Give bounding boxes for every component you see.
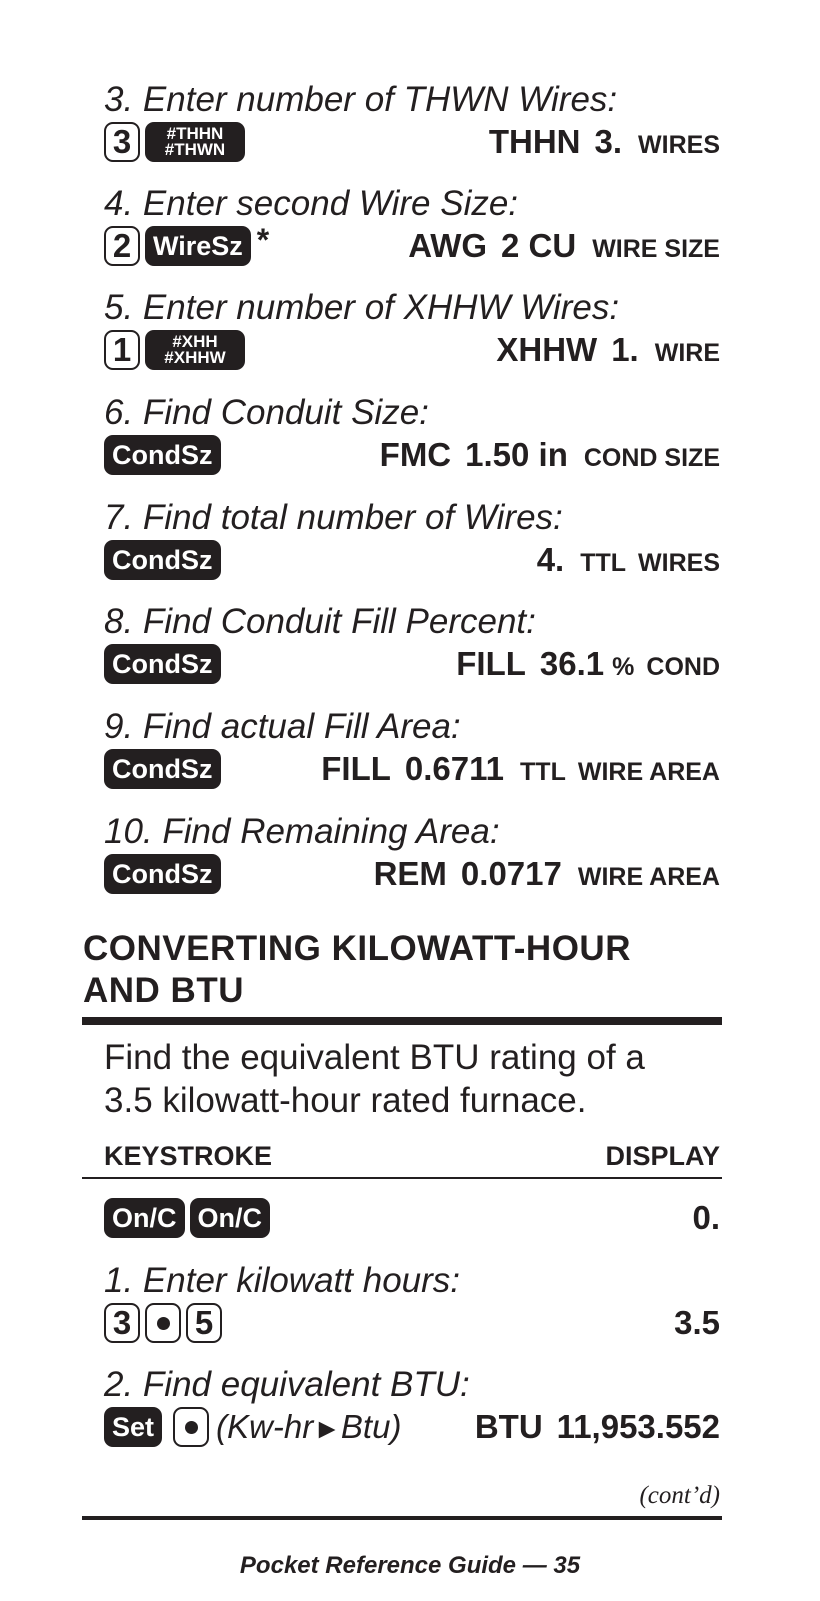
section-divider [82, 1017, 722, 1025]
table-header [104, 1141, 720, 1172]
on-clear-key[interactable]: On/C [104, 1198, 185, 1238]
step-10 [104, 812, 720, 896]
display-readout: 3.5 [674, 1304, 720, 1341]
step-3 [104, 80, 720, 164]
display-readout: THHN 3. WIRES [488, 123, 720, 160]
display-readout: REM 0.0717 WIRE AREA [373, 855, 720, 892]
key-5[interactable]: 5 [186, 1303, 222, 1343]
conversion-note: (Kw-hr►Btu) [216, 1408, 402, 1445]
display-readout: FILL 36.1 % COND [456, 645, 720, 682]
step-8 [104, 602, 720, 686]
step-5 [104, 288, 720, 372]
onc-row [104, 1196, 720, 1240]
asterisk-note: * [256, 222, 270, 258]
display-readout: AWG 2 CU WIRE SIZE [408, 227, 720, 264]
step-title: 6. Find Conduit Size: [104, 393, 429, 432]
page-footer: Pocket Reference Guide — 35 [239, 1552, 581, 1579]
condsz-key[interactable]: CondSz [104, 644, 221, 684]
footer-rule [82, 1516, 722, 1520]
step-title: 1. Enter kilowatt hours: [104, 1261, 460, 1300]
display-readout: FMC 1.50 in COND SIZE [379, 436, 720, 473]
display-header: DISPLAY [605, 1141, 720, 1171]
display-readout: 4. TTL WIRES [536, 541, 720, 578]
condsz-key[interactable]: CondSz [104, 854, 221, 894]
step-title: 5. Enter number of XHHW Wires: [104, 288, 620, 327]
step-7 [104, 498, 720, 582]
step-title: 3. Enter number of THWN Wires: [104, 80, 618, 119]
on-clear-key[interactable]: On/C [190, 1198, 271, 1238]
step-title: 4. Enter second Wire Size: [104, 184, 519, 223]
step-enter-kilowatt [104, 1261, 720, 1345]
key-3[interactable]: 3 [104, 122, 140, 162]
dot-icon [185, 1421, 198, 1434]
display-readout: 0. [692, 1199, 720, 1236]
step-9 [104, 707, 720, 791]
key-3[interactable]: 3 [104, 1303, 140, 1343]
continued-note: (cont’d) [639, 1482, 720, 1509]
step-title: 2. Find equivalent BTU: [104, 1365, 470, 1404]
condsz-key[interactable]: CondSz [104, 749, 221, 789]
xhh-xhhw-key[interactable]: #XHH #XHHW [145, 330, 245, 370]
section-title: CONVERTING KILOWATT-HOUR AND BTU [83, 929, 631, 1010]
keystroke-header: KEYSTROKE [104, 1141, 273, 1171]
section-intro: Find the equivalent BTU rating of a 3.5 kilowatt-hour rated furnace. [104, 1038, 645, 1120]
display-readout: FILL 0.6711 TTL WIRE AREA [321, 750, 720, 787]
set-key[interactable]: Set [104, 1407, 162, 1447]
step-find-btu [104, 1365, 720, 1449]
display-readout: BTU 11,953.552 [474, 1408, 720, 1445]
wiresz-key[interactable]: WireSz [145, 226, 251, 266]
decimal-point-key[interactable] [145, 1303, 181, 1343]
step-6 [104, 393, 720, 477]
step-4 [104, 184, 720, 268]
decimal-point-key[interactable] [173, 1407, 209, 1447]
step-title: 7. Find total number of Wires: [104, 498, 563, 537]
right-triangle-arrow-icon: ► [313, 1413, 341, 1444]
dot-icon [157, 1317, 170, 1330]
display-readout: XHHW 1. WIRE [496, 331, 720, 368]
step-title: 8. Find Conduit Fill Percent: [104, 602, 536, 641]
step-title: 9. Find actual Fill Area: [104, 707, 461, 746]
thhn-thwn-key[interactable]: #THHN #THWN [145, 122, 245, 162]
condsz-key[interactable]: CondSz [104, 540, 221, 580]
key-2[interactable]: 2 [104, 226, 140, 266]
condsz-key[interactable]: CondSz [104, 435, 221, 475]
header-underline [82, 1177, 722, 1179]
step-title: 10. Find Remaining Area: [104, 812, 500, 851]
key-1[interactable]: 1 [104, 330, 140, 370]
